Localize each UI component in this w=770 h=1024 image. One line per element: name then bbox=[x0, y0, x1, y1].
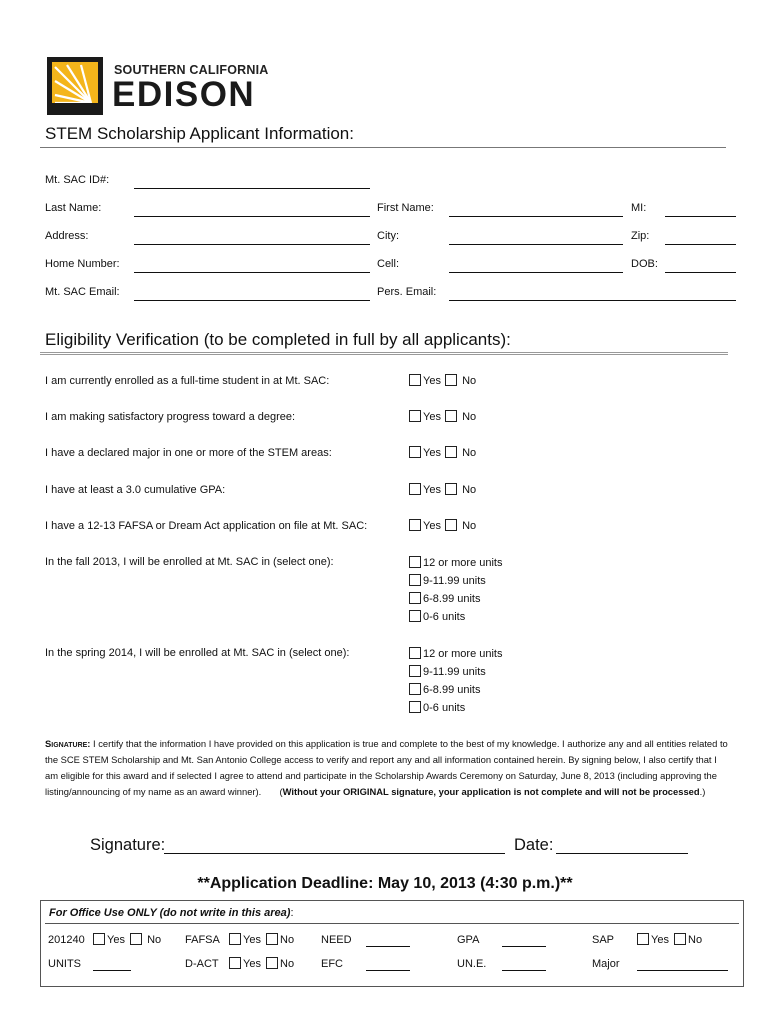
gpa-label: GPA bbox=[457, 934, 480, 946]
yes-label: Yes bbox=[423, 484, 441, 496]
question-fafsa: I have a 12-13 FAFSA or Dream Act application on file at Mt. SAC: bbox=[45, 520, 368, 532]
units-label: UNITS bbox=[48, 958, 81, 970]
unit-checkbox[interactable] bbox=[409, 592, 421, 604]
yes-label: Yes bbox=[243, 958, 261, 970]
cell-label: Cell: bbox=[377, 258, 400, 270]
no-label: No bbox=[280, 958, 295, 970]
email-field[interactable] bbox=[134, 300, 370, 301]
cell-field[interactable] bbox=[449, 272, 623, 273]
unit-checkbox[interactable] bbox=[409, 574, 421, 586]
brand-tagline: SOUTHERN CALIFORNIA bbox=[114, 63, 269, 77]
no-label: No bbox=[462, 375, 477, 387]
unit-label: 12 or more units bbox=[423, 557, 503, 569]
section-divider bbox=[40, 352, 728, 355]
yes-checkbox[interactable] bbox=[409, 410, 421, 422]
note-close: .) bbox=[699, 786, 706, 797]
fafsa-label: FAFSA bbox=[185, 934, 220, 946]
question-gpa: I have at least a 3.0 cumulative GPA: bbox=[45, 484, 226, 496]
office-divider bbox=[45, 923, 739, 924]
question-major: I have a declared major in one or more of the STEM areas: bbox=[45, 447, 332, 459]
no-checkbox[interactable] bbox=[445, 374, 457, 386]
note-open: ( bbox=[279, 786, 283, 797]
zip-field[interactable] bbox=[665, 244, 736, 245]
city-field[interactable] bbox=[449, 244, 623, 245]
signature-lead: Signature: bbox=[45, 738, 91, 749]
units-field[interactable] bbox=[93, 970, 131, 971]
sce-logo bbox=[47, 57, 103, 115]
unit-label: 6-8.99 units bbox=[423, 593, 481, 605]
unit-checkbox[interactable] bbox=[409, 556, 421, 568]
unit-option bbox=[409, 683, 480, 696]
yes-no-group bbox=[409, 374, 476, 387]
mi-label: MI: bbox=[631, 202, 647, 214]
yes-label: Yes bbox=[107, 934, 125, 946]
address-field[interactable] bbox=[134, 244, 370, 245]
yes-label: Yes bbox=[651, 934, 669, 946]
last-name-field[interactable] bbox=[134, 216, 370, 217]
question-spring-enrollment: In the spring 2014, I will be enrolled at Mt. SAC in (select one): bbox=[45, 647, 350, 659]
certification-body: I certify that the information I have provided on this application is true and complete to the best of my knowledge. I authorize any and all entities related to the SCE STEM Scholarship and Mt. San Antonio College access to verify and report any and all information contained herein. By signing below, I also certify that I am eligible for this award and if selected I agree to attend and participate in the Scholarship Awards Ceremony on Saturday, June 8, 2013 (including approving the listing/announcing of my name as an award winner). bbox=[45, 738, 728, 797]
no-checkbox[interactable] bbox=[445, 410, 457, 422]
dob-field[interactable] bbox=[665, 272, 736, 273]
unit-option bbox=[409, 665, 486, 678]
no-label: No bbox=[280, 934, 295, 946]
yes-label: Yes bbox=[423, 411, 441, 423]
pers-email-label: Pers. Email: bbox=[377, 286, 437, 298]
efc-field[interactable] bbox=[366, 970, 410, 971]
yes-no-group bbox=[409, 446, 476, 459]
sap-label: SAP bbox=[592, 934, 615, 946]
unit-checkbox[interactable] bbox=[409, 665, 421, 677]
unit-option bbox=[409, 610, 465, 623]
certification-text bbox=[45, 736, 730, 800]
no-checkbox[interactable] bbox=[266, 957, 278, 969]
office-use-colon: : bbox=[290, 907, 294, 919]
sun-emblem-icon bbox=[47, 57, 103, 115]
term-code: 201240 bbox=[48, 934, 85, 946]
unit-option bbox=[409, 592, 480, 605]
no-checkbox[interactable] bbox=[445, 446, 457, 458]
id-field[interactable] bbox=[134, 188, 370, 189]
unit-option bbox=[409, 556, 502, 569]
id-label: Mt. SAC ID#: bbox=[45, 174, 110, 186]
dact-label: D-ACT bbox=[185, 958, 219, 970]
original-signature-note: Without your ORIGINAL signature, your application is not complete and will not be processed bbox=[282, 786, 700, 797]
office-use-heading bbox=[49, 907, 294, 919]
unit-checkbox[interactable] bbox=[409, 610, 421, 622]
no-label: No bbox=[462, 520, 477, 532]
yes-no-group bbox=[409, 483, 476, 496]
signature-label: Signature: bbox=[90, 836, 166, 854]
une-label: UN.E. bbox=[457, 958, 487, 970]
yes-checkbox[interactable] bbox=[409, 483, 421, 495]
unit-label: 12 or more units bbox=[423, 648, 503, 660]
first-name-field[interactable] bbox=[449, 216, 623, 217]
no-label: No bbox=[462, 447, 477, 459]
home-number-label: Home Number: bbox=[45, 258, 120, 270]
pers-email-field[interactable] bbox=[449, 300, 736, 301]
yes-checkbox[interactable] bbox=[229, 957, 241, 969]
application-deadline: **Application Deadline: May 10, 2013 (4:30 p.m.)** bbox=[197, 875, 573, 892]
yes-checkbox[interactable] bbox=[93, 933, 105, 945]
city-label: City: bbox=[377, 230, 399, 242]
yes-no-group bbox=[409, 519, 476, 532]
need-field[interactable] bbox=[366, 946, 410, 947]
unit-checkbox[interactable] bbox=[409, 683, 421, 695]
yes-checkbox[interactable] bbox=[637, 933, 649, 945]
no-checkbox[interactable] bbox=[674, 933, 686, 945]
need-label: NEED bbox=[321, 934, 352, 946]
home-number-field[interactable] bbox=[134, 272, 370, 273]
unit-checkbox[interactable] bbox=[409, 647, 421, 659]
yes-label: Yes bbox=[243, 934, 261, 946]
yes-label: Yes bbox=[423, 375, 441, 387]
office-use-heading-text: For Office Use ONLY (do not write in this area) bbox=[49, 907, 291, 919]
dob-label: DOB: bbox=[631, 258, 658, 270]
yes-label: Yes bbox=[423, 520, 441, 532]
signature-field[interactable] bbox=[164, 853, 505, 854]
mi-field[interactable] bbox=[665, 216, 736, 217]
no-label: No bbox=[462, 411, 477, 423]
unit-label: 0-6 units bbox=[423, 611, 466, 623]
gpa-field[interactable] bbox=[502, 946, 546, 947]
office-yes-no bbox=[229, 933, 294, 946]
first-name-label: First Name: bbox=[377, 202, 434, 214]
yes-checkbox[interactable] bbox=[409, 519, 421, 531]
office-yes-no bbox=[229, 957, 294, 970]
une-field[interactable] bbox=[502, 970, 546, 971]
unit-option bbox=[409, 574, 486, 587]
section-eligibility-title: Eligibility Verification (to be completed in full by all applicants): bbox=[45, 330, 511, 349]
no-label: No bbox=[462, 484, 477, 496]
unit-label: 9-11.99 units bbox=[423, 666, 486, 678]
yes-label: Yes bbox=[423, 447, 441, 459]
unit-option bbox=[409, 701, 465, 714]
no-label: No bbox=[147, 934, 162, 946]
yes-checkbox[interactable] bbox=[229, 933, 241, 945]
question-progress: I am making satisfactory progress toward a degree: bbox=[45, 411, 296, 423]
no-checkbox[interactable] bbox=[445, 483, 457, 495]
date-label: Date: bbox=[514, 836, 554, 854]
section-divider bbox=[40, 147, 726, 148]
section-applicant-title: STEM Scholarship Applicant Information: bbox=[45, 124, 354, 143]
unit-label: 0-6 units bbox=[423, 702, 466, 714]
yes-checkbox[interactable] bbox=[409, 374, 421, 386]
yes-no-group bbox=[409, 410, 476, 423]
email-label: Mt. SAC Email: bbox=[45, 286, 120, 298]
no-checkbox[interactable] bbox=[266, 933, 278, 945]
unit-label: 6-8.99 units bbox=[423, 684, 481, 696]
no-checkbox[interactable] bbox=[130, 933, 142, 945]
question-fulltime: I am currently enrolled as a full-time student in at Mt. SAC: bbox=[45, 375, 330, 387]
office-yes-no bbox=[93, 933, 161, 946]
major-field[interactable] bbox=[637, 970, 728, 971]
no-checkbox[interactable] bbox=[445, 519, 457, 531]
unit-label: 9-11.99 units bbox=[423, 575, 486, 587]
question-fall-enrollment: In the fall 2013, I will be enrolled at Mt. SAC in (select one): bbox=[45, 556, 334, 568]
no-label: No bbox=[688, 934, 703, 946]
brand-name: EDISON bbox=[112, 75, 256, 114]
efc-label: EFC bbox=[321, 958, 343, 970]
yes-checkbox[interactable] bbox=[409, 446, 421, 458]
last-name-label: Last Name: bbox=[45, 202, 102, 214]
date-field[interactable] bbox=[556, 853, 688, 854]
office-yes-no bbox=[637, 933, 702, 946]
unit-option bbox=[409, 647, 502, 660]
major-label: Major bbox=[592, 958, 620, 970]
address-label: Address: bbox=[45, 230, 89, 242]
unit-checkbox[interactable] bbox=[409, 701, 421, 713]
zip-label: Zip: bbox=[631, 230, 650, 242]
